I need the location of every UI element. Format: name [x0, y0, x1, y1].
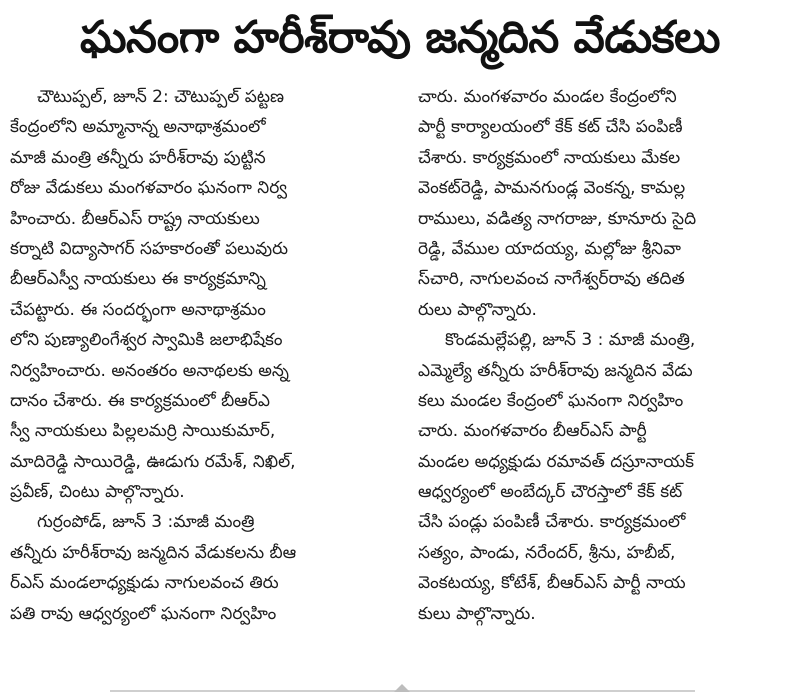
text-line: చారు. మంగళవారం మండల కేంద్రంలోని	[418, 87, 677, 107]
text-line: రెడ్డి, వేముల యాదయ్య, మల్లోజు శ్రీనివా	[418, 238, 681, 259]
text-line: కులు పాల్గొన్నారు.	[418, 603, 536, 624]
text-line: స్‌చారి, నాగులవంచ నాగేశ్వర్‌రావు తదిత	[418, 269, 685, 290]
text-line: హించారు. బీఆర్ఎస్ రాష్ట్ర నాయకులు	[10, 208, 260, 229]
text-line: దానం చేశారు. ఈ కార్యక్రమంలో బీఆర్ఎ	[10, 390, 270, 411]
text-line: మాదిరెడ్డి సాయిరెడ్డి, ఊడుగు రమేశ్, నిఖిల్,	[10, 451, 296, 472]
text-line: చౌటుప్పల్, జూన్ 2: చౌటుప్పల్ పట్టణ	[10, 87, 285, 107]
text-line: లోని పుణ్యాలింగేశ్వర స్వామికి జలాభిషేకం	[10, 330, 283, 351]
text-line: కర్నాటి విద్యాసాగర్ సహకారంతో పలువురు	[10, 238, 289, 259]
text-line: కొండమల్లేపల్లి, జూన్ 3 : మాజీ మంత్రి,	[418, 330, 696, 351]
text-line: రోజు వేడుకలు మంగళవారం ఘనంగా నిర్వ	[10, 178, 288, 199]
text-line: రాములు, వడిత్య నాగరాజు, కూనూరు సైది	[418, 208, 697, 229]
text-line: ఎమ్మెల్యే తన్నీరు హరీశ్‌రావు జన్మదిన వేడు	[418, 360, 693, 381]
text-line: తన్నీరు హరీశ్‌రావు జన్మదిన వేడుకలను బీఆ	[10, 542, 297, 563]
footer-triangle-icon	[394, 684, 410, 692]
text-line: పార్టీ కార్యాలయంలో కేక్ కట్ చేసి పంపిణీ	[418, 117, 683, 138]
text-line: కేంద్రంలోని అమ్మానాన్న అనాథాశ్రమంలో	[10, 117, 266, 138]
left-column	[10, 82, 388, 629]
text-line: చారు. మంగళవారం బీఆర్ఎస్ పార్టీ	[418, 421, 647, 442]
text-line: మండల అధ్యక్షుడు రమావత్ దస్రూనాయక్	[418, 451, 694, 472]
text-line: మాజీ మంత్రి తన్నీరు హరీశ్‌రావు పుట్టిన	[10, 147, 266, 168]
text-line: వెంకట్‌రెడ్డి, పామనగుండ్ల వెంకన్న, కామల్ల	[418, 178, 686, 199]
text-line: రులు పాల్గొన్నారు.	[418, 299, 537, 320]
text-line: వెంకటయ్య, కోటేశ్, బీఆర్ఎస్ పార్టీ నాయ	[418, 573, 686, 594]
text-line: గుర్రంపోడ్, జూన్ 3 :మాజీ మంత్రి	[10, 512, 255, 533]
text-line: ప్రవీణ్, చింటు పాల్గొన్నారు.	[10, 482, 185, 503]
text-line: కలు మండల కేంద్రంలో ఘనంగా నిర్వహిం	[418, 390, 684, 411]
text-line: సత్యం, పాండు, నరేందర్, శ్రీను, హబీబ్,	[418, 542, 676, 563]
text-line: ఆధ్వర్యంలో అంబేద్కర్ చౌరస్తాలో కేక్ కట్	[418, 482, 683, 503]
text-line: ర్ఎస్ మండలాధ్యక్షుడు నాగులవంచ తిరు	[10, 573, 279, 594]
text-line: స్వీ నాయకులు పిల్లలమర్రి సాయికుమార్,	[10, 421, 276, 442]
headline: ఘనంగా హరీశ్‌రావు జన్మదిన వేడుకలు	[79, 12, 721, 63]
text-line: పతి రావు ఆధ్వర్యంలో ఘనంగా నిర్వహిం	[10, 603, 277, 624]
text-line: చేపట్టారు. ఈ సందర్భంగా అనాథాశ్రమం	[10, 299, 266, 320]
text-line: నిర్వహించారు. అనంతరం అనాథలకు అన్న	[10, 360, 289, 381]
right-column	[418, 82, 790, 629]
text-line: బీఆర్ఎస్వీ నాయకులు ఈ కార్యక్రమాన్ని	[10, 269, 266, 290]
text-line: చేశారు. కార్యక్రమంలో నాయకులు మేకల	[418, 147, 681, 168]
text-line: చేసి పండ్లు పంపిణీ చేశారు. కార్యక్రమంలో	[418, 512, 686, 533]
